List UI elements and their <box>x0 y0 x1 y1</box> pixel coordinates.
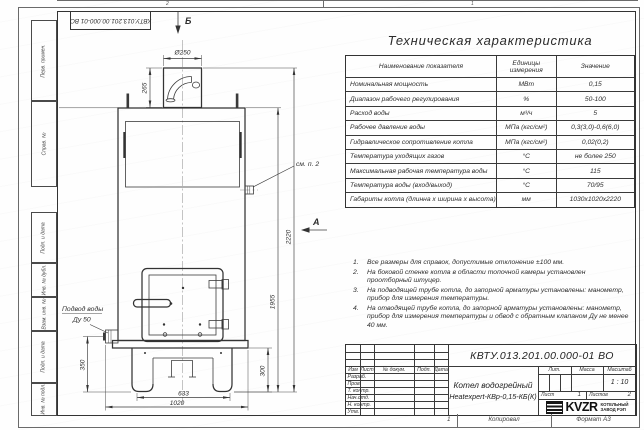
param-unit: мм <box>497 193 557 206</box>
param-unit: °С <box>497 150 557 163</box>
margin-box-inv-dup <box>31 262 57 298</box>
sheets-cell <box>586 391 639 399</box>
svg-text:1955: 1955 <box>269 294 277 310</box>
scale-value: 1 : 10 <box>610 379 629 386</box>
stamp-doc-number: КВТУ.013.201.00.000-01 ВО <box>470 349 614 362</box>
stamp-row-approved: Утв. <box>347 408 360 415</box>
note-item <box>353 269 631 286</box>
param-name: Максимальная рабочая температура воды <box>346 164 497 177</box>
lit-label: Лит. <box>548 367 561 373</box>
sheets-value: 2 <box>627 392 631 398</box>
margin-box-ref-no <box>31 100 57 187</box>
table-row <box>346 77 634 91</box>
margin-box-repl-inv <box>31 296 57 332</box>
margin-label: Инв. № подл. <box>41 383 47 415</box>
kvzr-logo-text: KVZR <box>565 400 598 414</box>
note-number: 3. <box>353 286 359 294</box>
stamp-col-list: Лист <box>360 366 374 373</box>
stamp-col-date: Дата <box>434 366 448 373</box>
product-name-line1: Котел водогрейный <box>453 380 533 390</box>
sheets-label: Листов <box>589 392 608 398</box>
param-name: Температура уходящих газов <box>346 150 497 163</box>
svg-text:2220: 2220 <box>285 229 293 245</box>
title-block <box>345 344 637 416</box>
company-logo <box>538 399 636 415</box>
note-number: 2. <box>353 268 359 276</box>
param-value: 50-100 <box>584 95 606 103</box>
logo-sub-line: ЗАВОД РЭП <box>600 407 626 412</box>
sheet-label: Лист <box>541 392 555 398</box>
table-row <box>346 120 634 134</box>
mass-label: Масса <box>579 367 595 373</box>
copied-label: Копировал <box>488 416 520 423</box>
svg-text:633: 633 <box>178 390 189 398</box>
note-item <box>353 305 631 330</box>
param-name: Диапазон рабочего регулирования <box>346 92 497 105</box>
rotated-doc-number: КВТУ.013.201.00.000-01 ВО <box>69 17 152 24</box>
note-text: На подводящей трубе котла, до запорной арматуры установлены: манометр, прибор для измерения температуры. <box>367 286 624 303</box>
param-unit: МПа (кгс/см²) <box>497 121 557 134</box>
tech-table-title: Техническая характеристика <box>387 33 593 48</box>
note-text: На отводящей трубе котла, до запорной арматуры установлены: манометр, прибор для измерения температуры и обвод с обратным клапаном Ду не менее 40 мм. <box>367 304 629 329</box>
param-value: 115 <box>589 167 601 175</box>
margin-label: Перв. примен. <box>41 44 47 78</box>
param-value: не более 250 <box>574 153 616 161</box>
table-header-row <box>346 56 634 77</box>
svg-text:Ø250: Ø250 <box>174 49 191 57</box>
table-row <box>346 149 634 163</box>
table-row <box>346 163 634 177</box>
technical-characteristics-table <box>345 55 635 208</box>
param-name: Номинальная мощность <box>346 78 497 91</box>
note-number: 1. <box>353 259 359 266</box>
param-name: Рабочее давление воды <box>346 121 497 134</box>
svg-text:350: 350 <box>79 359 87 371</box>
sheet-value: 1 <box>577 392 581 398</box>
param-unit: МПа (кгс/см²) <box>497 136 557 149</box>
stamp-row-tcontrol: Т. контр. <box>347 387 370 394</box>
margin-box-inv-orig <box>31 382 57 416</box>
note-text: Все размеры для справок, допустимые отклонение ±100 мм. <box>367 259 565 266</box>
note-text: На боковой стенке котла в области топочной камеры установлен проотборный штуцер. <box>367 268 586 285</box>
sheet-cell <box>538 391 589 399</box>
format-label: Формат А3 <box>576 416 611 423</box>
product-name <box>448 366 538 415</box>
param-value: 5 <box>593 109 598 117</box>
svg-text:265: 265 <box>141 82 149 94</box>
param-value: 0,3(3,0)-0,6(6,0) <box>571 124 620 132</box>
scale-label: Масштаб <box>607 367 632 373</box>
param-value: 1030х1020х2220 <box>569 196 621 204</box>
product-name-line2: Heatexpert-КВр-0,15-КБ(К) <box>449 392 537 401</box>
note-item <box>353 287 631 304</box>
stamp-row-ncontrol: Н. контр. <box>347 401 371 408</box>
margin-box-first-use <box>31 20 57 102</box>
stamp-col-sign: Подп. <box>417 366 431 373</box>
note-number: 4. <box>353 304 359 312</box>
col-header: Единицы измерения <box>497 56 557 77</box>
margin-box-sign-date-2 <box>31 330 57 384</box>
param-unit: м³/ч <box>497 107 557 120</box>
margin-label: Инв. № дубл. <box>41 264 47 296</box>
param-unit: % <box>497 92 557 105</box>
param-value: 0,15 <box>588 81 602 89</box>
stamp-row-developed: Разраб. <box>347 373 367 380</box>
view-b-label: Б <box>185 16 192 26</box>
stamp-row-dept-head: Нач.отд. <box>347 394 370 401</box>
param-name: Габариты котла (длинна х ширина х высота) <box>346 193 497 206</box>
view-a-label: А <box>313 217 320 227</box>
kvzr-logo-icon <box>546 401 563 414</box>
stamp-col-docnum: № докум. <box>382 366 406 373</box>
param-unit: МВт <box>497 78 557 91</box>
rotated-doc-number-box <box>70 11 151 30</box>
param-value: 70/95 <box>586 181 604 189</box>
svg-text:1020: 1020 <box>169 400 185 407</box>
water-supply-label: Подвод воды <box>62 306 104 313</box>
zone-number-left: 2 <box>166 0 169 7</box>
see-note-label: см. п. 2 <box>296 161 320 168</box>
zone-divider <box>323 0 324 8</box>
param-unit: °С <box>497 164 557 177</box>
water-dn-label: Ду 50 <box>73 316 91 324</box>
param-name: Гидравлическое сопротивление котла <box>346 136 497 149</box>
stamp-row-checked: Пров. <box>347 380 362 387</box>
param-unit: °С <box>497 179 557 192</box>
table-row <box>346 135 634 149</box>
zone-number-right: 1 <box>471 0 474 7</box>
table-row <box>346 106 634 120</box>
margin-label: Справ. № <box>40 132 47 155</box>
kvzr-logo-subtitle <box>601 402 629 412</box>
col-header: Значение <box>580 63 610 70</box>
bottom-mark: 1 <box>447 416 451 423</box>
param-name: Температура воды (вход/выход) <box>346 179 497 192</box>
table-row <box>346 91 634 105</box>
margin-label: Взам. инв. № <box>41 298 47 330</box>
stamp-col-izm: Изм <box>348 366 358 373</box>
margin-label: Подп. и дата <box>41 341 47 373</box>
note-item <box>353 259 631 267</box>
margin-box-sign-date-1 <box>31 212 57 264</box>
logo-sub-line: КОТЕЛЬНЫЙ <box>600 402 629 407</box>
col-header: Наименование показателя <box>346 56 497 77</box>
margin-label: Подп. и дата <box>41 222 47 254</box>
table-row <box>346 192 634 206</box>
param-name: Расход воды <box>346 107 497 120</box>
param-value: 0,02(0,2) <box>581 138 609 146</box>
svg-text:300: 300 <box>259 365 267 377</box>
notes-list <box>353 259 631 331</box>
table-row <box>346 178 634 192</box>
